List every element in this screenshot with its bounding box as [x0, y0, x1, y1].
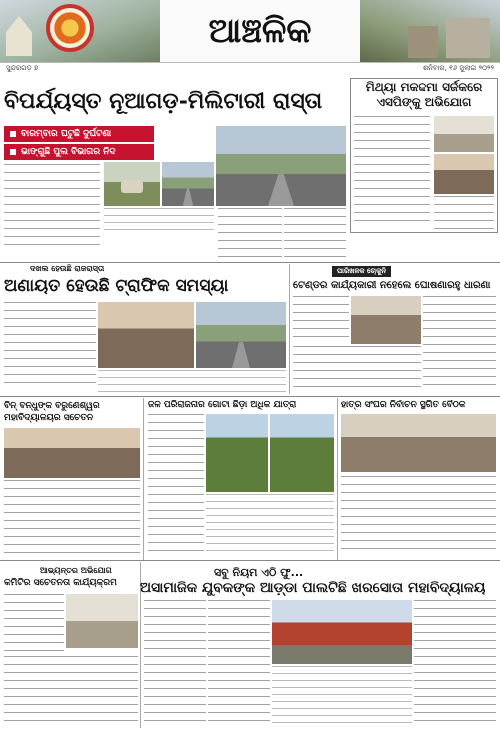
divider-3 [0, 560, 500, 561]
page-label: ସୁନ୍ଦରଗଡ଼ ୭ [6, 64, 39, 72]
hall-body [341, 476, 496, 556]
left-bottom-body-2 [4, 656, 138, 728]
traffic-body-col-1 [4, 302, 96, 390]
traffic-photo-street [196, 302, 286, 368]
left-bottom-body-1 [4, 594, 64, 654]
bullet-text-1: ବାରମ୍ବାର ଘଟୁଛି ଦୁର୍ଘଟଣା [21, 129, 112, 139]
masthead [0, 0, 500, 74]
water-headline: ଜଳ ପରିରାଜନାର ଗୋଟା ଛିଡ଼ା ଅଧିକ ଯାତ୍ରା [148, 400, 297, 410]
bottom-photo-caption [272, 666, 412, 728]
meeting-photo [351, 296, 421, 344]
divider-1 [0, 262, 500, 263]
meeting-body-col-3 [293, 346, 421, 392]
left-bottom-kicker: ଆଭ୍ୟନ୍ତର ଅଭିଯୋଗ [40, 566, 112, 575]
traffic-kicker: ଦଖଲ ହେଉଛି ରାଜରାସ୍ତା [30, 264, 105, 273]
lead-photo-crash [104, 162, 160, 206]
side-story-body-2 [434, 196, 494, 230]
lead-photo-caption [104, 208, 214, 236]
bottom-kicker: ସବୁ ନିୟମ ଏଠି ଫୁ... [214, 566, 304, 579]
traffic-headline: ଅଣାୟତ ହେଉଛି ଟ୍ରାଫିକ ସମସ୍ୟା [4, 276, 229, 296]
hall-headline: ହାତ୍ର ସଂଘର ନିର୍ବାଚନ ସ୍ଥଗିତ ବୈଠକ [341, 400, 466, 410]
bullet-text-2: ଭାଙ୍ଗୁଛି ପୁଲ ବିଭାଗର ନିଦ [21, 147, 116, 157]
date-line: ଶନିବାର, ୧୬ ଜୁଲାଇ ୨୦୨୨ [422, 64, 494, 72]
traffic-photo-market [98, 302, 194, 368]
vdivider-3 [337, 398, 338, 560]
masthead-photo-right [360, 0, 500, 62]
bottom-headline: ଅସାମାଜିକ ଯୁବକଙ୍କ ଆଡ଼୍ଡା ପାଲଟିଛି ଖରସୋତା ମହାବିଦ୍ୟାଳୟ [140, 580, 486, 596]
temple-illustration [6, 16, 32, 56]
meeting-body-col-2 [423, 296, 496, 392]
water-caption [206, 494, 334, 556]
meeting-headline: ଟେଣ୍ଡର କାର୍ଯ୍ୟକାରୀ ନହେଲେ ଘୋଷଣାରହୁ ଧାରଣା [293, 280, 491, 291]
side-story-photo-person [434, 154, 494, 194]
meeting-body-col-1 [293, 296, 349, 342]
lead-bullet-1 [4, 126, 154, 142]
building-illustration-2 [408, 26, 438, 58]
divider-2 [0, 396, 500, 397]
bottom-body-col-3 [414, 600, 496, 728]
lead-body-col-1 [4, 164, 100, 250]
vdivider-1 [289, 264, 290, 394]
side-story-headline: ମିଥ୍ୟା ମକଦ୍ଦମା ସର୍ଜକରେ ଏସପିଙ୍କୁ ଅଭିଯୋଗ [365, 80, 483, 109]
lead-body-col-3 [218, 208, 282, 258]
building-illustration [446, 18, 490, 58]
traffic-caption [98, 370, 286, 394]
masthead-title: ଆଞ୍ଚଳିକ [208, 11, 312, 51]
water-photo-2 [270, 414, 334, 492]
konark-wheel-icon [46, 4, 94, 52]
water-body-col-1 [148, 414, 204, 556]
vdivider-2 [143, 398, 144, 560]
masthead-band [0, 62, 500, 74]
water-photo-1 [206, 414, 268, 492]
left-bottom-headline: କମିଟିର ସଚେତନତା କାର୍ଯ୍ୟକ୍ରମ [4, 578, 117, 588]
side-story-body [354, 116, 430, 228]
masthead-photo-left [0, 0, 160, 62]
meeting-kicker: ପାରିଖଳକ ଚୋକୁନି [332, 266, 391, 277]
college-body [4, 480, 140, 556]
lead-photo-road-large [216, 126, 346, 206]
bottom-photo-college [272, 600, 412, 664]
hall-photo [341, 414, 496, 472]
lead-headline: ବିପର୍ଯ୍ୟସ୍ତ ନୂଆଗଡ଼-ମିଲିଟାରୀ ରାସ୍ତା [4, 88, 323, 114]
college-photo [4, 428, 140, 478]
college-headline: ବିନ୍ ବନ୍ଧୁଙ୍କ ବରୁଣେଶ୍ୱର ମହାବିଦ୍ୟାଳୟର ସଚେତନ [4, 401, 100, 423]
lead-photo-road-small [162, 162, 214, 206]
lead-body-col-4 [284, 208, 346, 258]
lead-bullet-2 [4, 144, 154, 160]
bottom-body-col-2 [208, 600, 270, 728]
side-story-photo-sign [434, 116, 494, 152]
left-bottom-photo [66, 594, 138, 648]
bottom-body-col-1 [144, 600, 206, 728]
